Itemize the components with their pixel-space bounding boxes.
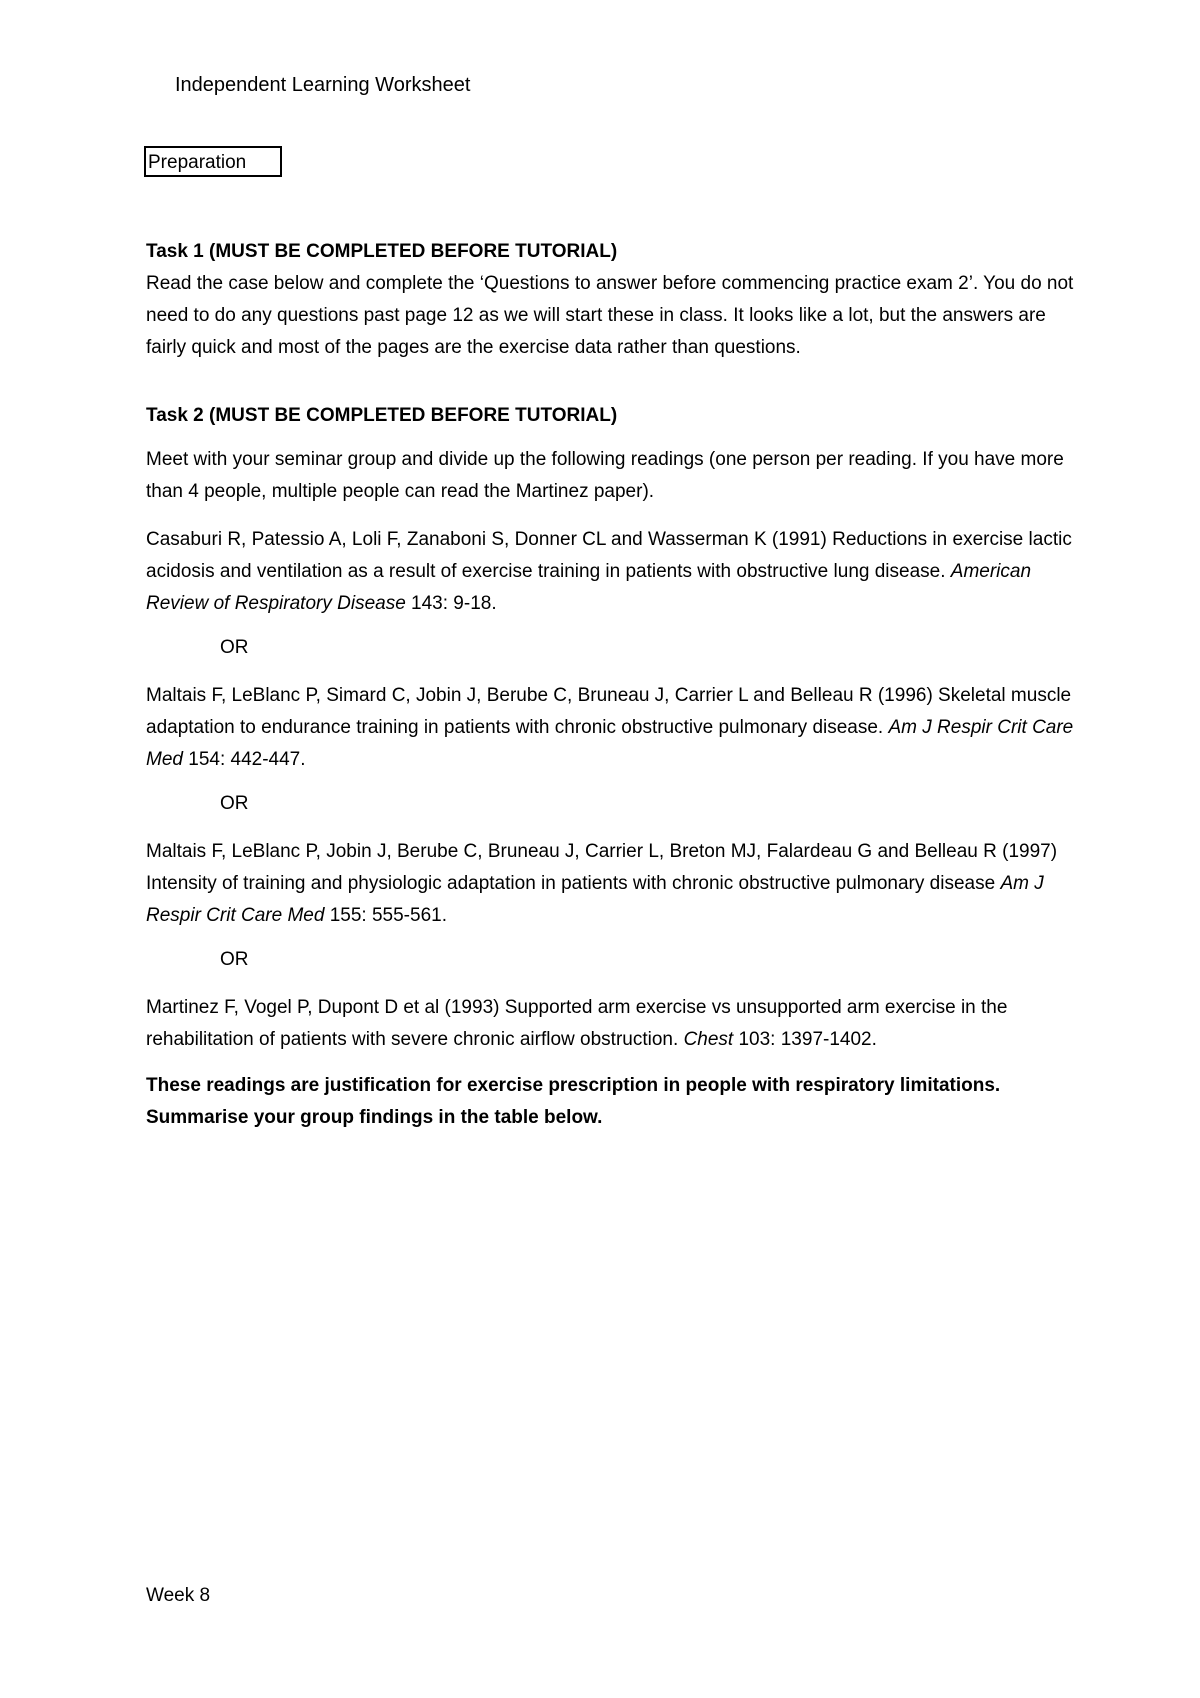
page-header: Independent Learning Worksheet: [175, 74, 471, 96]
reference-2: [146, 680, 1086, 776]
reference-journal: Chest: [683, 1029, 734, 1050]
or-separator-2: OR: [220, 793, 249, 814]
reference-citation: 154: 442-447.: [182, 749, 306, 770]
content: [146, 236, 1086, 1134]
task1-title: Task 1 (MUST BE COMPLETED BEFORE TUTORIAL): [146, 241, 618, 262]
reference-text: Maltais F, LeBlanc P, Jobin J, Berube C, Bruneau J, Carrier L, Breton MJ, Falardeau G and Belleau R (1997) Intensity of training and physiologic adaptation in patients with chronic obstructive pulmonary disease: [146, 841, 1058, 894]
reference-text: Casaburi R, Patessio A, Loli F, Zanaboni S, Donner CL and Wasserman K (1991) Reductions in exercise lactic acidosis and ventilation as a result of exercise training in patients with obstructive lung disease.: [146, 529, 1072, 582]
reference-1: [146, 524, 1086, 620]
reference-citation: 143: 9-18.: [405, 593, 497, 614]
reference-4: [146, 992, 1086, 1056]
reference-citation: 155: 555-561.: [324, 905, 447, 926]
or-separator-3: OR: [220, 949, 249, 970]
section-label-box: Preparation: [144, 146, 282, 177]
reference-journal: Am J Respir Crit Care Med: [146, 873, 1044, 926]
reference-text: Martinez F, Vogel P, Dupont D et al (1993) Supported arm exercise vs unsupported arm exercise in the rehabilitation of patients with severe chronic airflow obstruction.: [146, 997, 1008, 1050]
task2-title: Task 2 (MUST BE COMPLETED BEFORE TUTORIAL): [146, 405, 618, 426]
closing-instruction: These readings are justification for exercise prescription in people with respiratory limitations. Summarise your group findings in the table below.: [146, 1075, 1001, 1128]
reference-3: [146, 836, 1086, 932]
reference-text: Maltais F, LeBlanc P, Simard C, Jobin J, Berube C, Bruneau J, Carrier L and Belleau R (1996) Skeletal muscle adaptation to endurance training in patients with chronic obstructive pulmonary disease.: [146, 685, 1072, 738]
task2-intro: Meet with your seminar group and divide up the following readings (one person per reading. If you have more than 4 people, multiple people can read the Martinez paper).: [146, 449, 1064, 502]
reference-journal: Am J Respir Crit Care Med: [146, 717, 1074, 770]
or-separator-1: OR: [220, 637, 249, 658]
task1-body: Read the case below and complete the ‘Questions to answer before commencing practice exam 2’. You do not need to do any questions past page 12 as we will start these in class. It looks like a lot, but the answers are fairly quick and most of the pages are the exercise data rather than questions.: [146, 273, 1074, 358]
page-footer: Week 8: [146, 1585, 211, 1606]
reference-journal: American Review of Respiratory Disease: [146, 561, 1032, 614]
reference-citation: 103: 1397-1402.: [733, 1029, 877, 1050]
